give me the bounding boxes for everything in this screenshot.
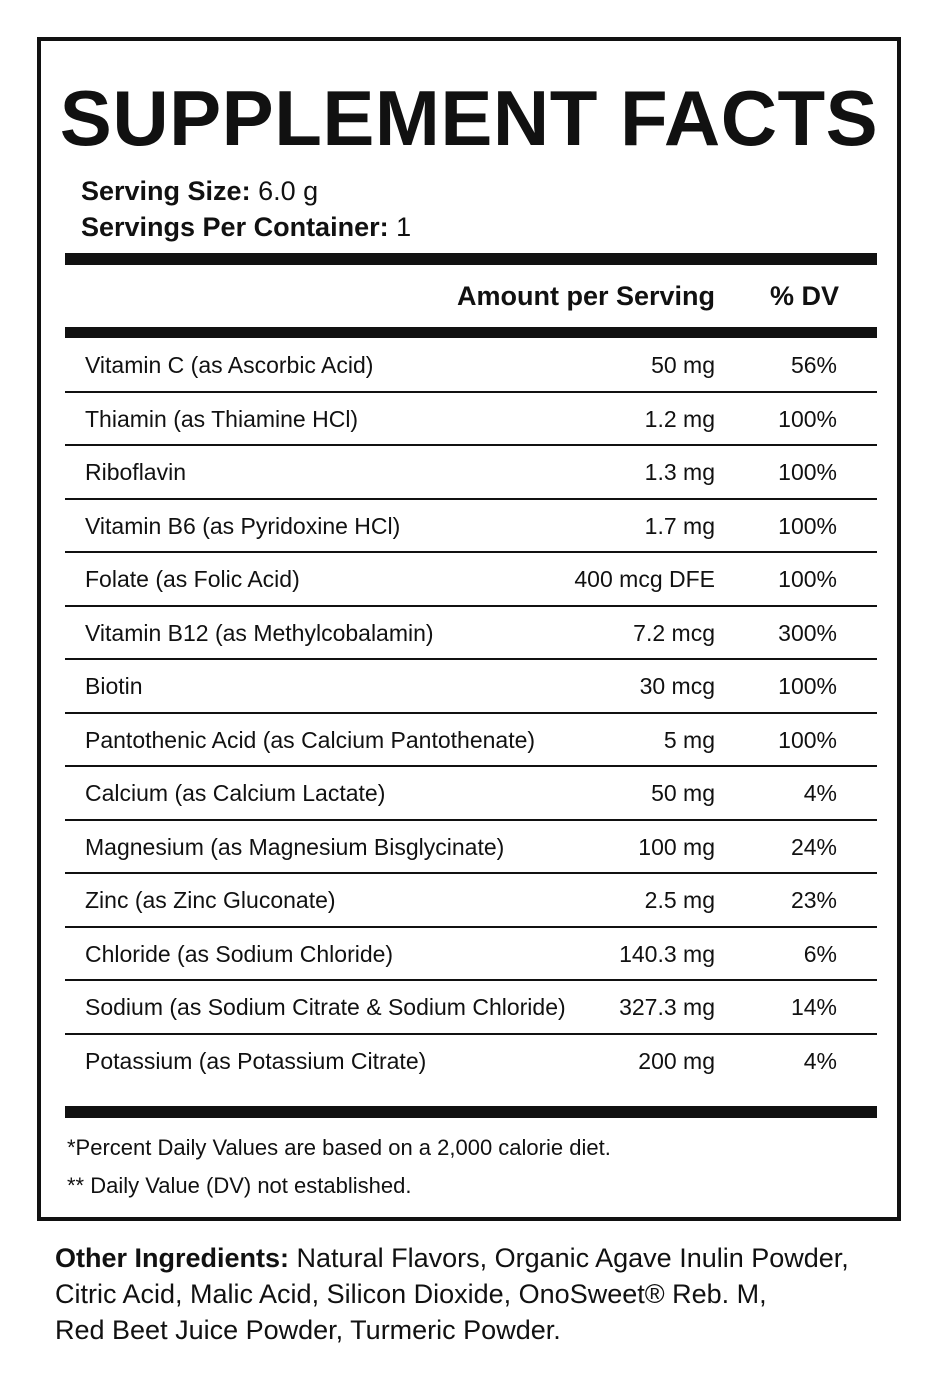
supplement-facts-panel <box>37 37 901 1221</box>
nutrient-dv: 100% <box>778 405 837 432</box>
table-row <box>65 393 877 447</box>
nutrient-dv: 100% <box>778 459 837 485</box>
nutrient-dv: 4% <box>803 1047 837 1074</box>
serving-info <box>81 173 411 245</box>
nutrient-name: Sodium (as Sodium Citrate & Sodium Chloride) <box>85 994 566 1020</box>
nutrient-amount: 140.3 mg <box>619 940 715 967</box>
table-row <box>65 714 877 768</box>
nutrient-amount: 100 mg <box>638 833 715 860</box>
nutrient-dv: 100% <box>778 566 837 592</box>
footnote-dv-not-established: ** Daily Value (DV) not established. <box>67 1173 412 1198</box>
nutrient-name: Potassium (as Potassium Citrate) <box>85 1047 427 1074</box>
table-row <box>65 553 877 607</box>
serving-size-label: Serving Size: <box>81 176 251 206</box>
column-header <box>65 263 877 329</box>
other-ingredients-line3: Red Beet Juice Powder, Turmeric Powder. <box>55 1315 561 1345</box>
panel-title: SUPPLEMENT FACTS <box>59 74 879 162</box>
nutrient-dv: 6% <box>803 940 837 967</box>
nutrient-amount: 50 mg <box>651 780 715 806</box>
nutrient-amount: 50 mg <box>651 352 715 378</box>
bottom-divider <box>65 1106 877 1118</box>
amount-header: Amount per Serving <box>456 281 715 311</box>
nutrient-name: Vitamin B12 (as Methylcobalamin) <box>85 619 434 646</box>
nutrient-amount: 1.2 mg <box>644 405 715 432</box>
footnotes <box>67 1129 611 1205</box>
table-row <box>65 339 877 393</box>
nutrient-amount: 400 mcg DFE <box>574 566 715 592</box>
serving-size <box>81 173 411 209</box>
nutrient-amount: 5 mg <box>663 726 715 753</box>
nutrient-name: Zinc (as Zinc Gluconate) <box>85 887 336 913</box>
nutrient-name: Thiamin (as Thiamine HCl) <box>85 405 359 432</box>
nutrient-name: Vitamin B6 (as Pyridoxine HCl) <box>85 512 401 539</box>
nutrient-name: Chloride (as Sodium Chloride) <box>85 940 394 967</box>
header-divider <box>65 327 877 338</box>
nutrient-name: Biotin <box>85 673 143 699</box>
nutrient-dv: 100% <box>778 673 837 699</box>
other-ingredients-label: Other Ingredients: <box>55 1243 290 1273</box>
other-ingredients <box>55 1240 935 1348</box>
nutrient-amount: 7.2 mcg <box>633 619 715 646</box>
nutrient-dv: 100% <box>778 726 837 753</box>
table-row <box>65 660 877 714</box>
table-row <box>65 874 877 928</box>
nutrient-name: Folate (as Folic Acid) <box>85 566 300 592</box>
servings-per-container-label: Servings Per Container: <box>81 212 389 242</box>
servings-per-container <box>81 209 411 245</box>
table-row <box>65 607 877 661</box>
nutrient-name: Vitamin C (as Ascorbic Acid) <box>85 352 374 378</box>
nutrient-name: Pantothenic Acid (as Calcium Pantothenate) <box>85 726 536 753</box>
nutrient-dv: 14% <box>790 994 837 1020</box>
table-row <box>65 821 877 875</box>
table-row <box>65 928 877 982</box>
serving-size-value: 6.0 g <box>258 176 319 206</box>
table-row <box>65 1035 877 1089</box>
table-row <box>65 446 877 500</box>
nutrient-dv: 4% <box>803 780 837 806</box>
nutrient-amount: 1.7 mg <box>644 512 715 539</box>
nutrient-table <box>65 339 877 1088</box>
nutrient-amount: 30 mcg <box>639 673 715 699</box>
nutrient-name: Magnesium (as Magnesium Bisglycinate) <box>85 833 505 860</box>
nutrient-amount: 2.5 mg <box>644 887 715 913</box>
footnote-dv-basis: *Percent Daily Values are based on a 2,000 calorie diet. <box>67 1135 611 1160</box>
nutrient-dv: 100% <box>778 512 837 539</box>
servings-per-container-value: 1 <box>396 212 412 242</box>
nutrient-dv: 24% <box>790 833 837 860</box>
nutrient-name: Riboflavin <box>85 459 186 485</box>
nutrient-dv: 56% <box>790 352 837 378</box>
nutrient-amount: 327.3 mg <box>619 994 715 1020</box>
nutrient-amount: 1.3 mg <box>644 459 715 485</box>
nutrient-name: Calcium (as Calcium Lactate) <box>85 780 386 806</box>
table-row <box>65 981 877 1035</box>
nutrient-dv: 300% <box>778 619 837 646</box>
other-ingredients-line2: Citric Acid, Malic Acid, Silicon Dioxide, OnoSweet® Reb. M, <box>55 1279 767 1309</box>
table-row <box>65 500 877 554</box>
table-row <box>65 767 877 821</box>
other-ingredients-line1: Natural Flavors, Organic Agave Inulin Powder, <box>289 1243 849 1273</box>
nutrient-dv: 23% <box>790 887 837 913</box>
nutrient-amount: 200 mg <box>638 1047 715 1074</box>
dv-header: % DV <box>769 281 839 311</box>
